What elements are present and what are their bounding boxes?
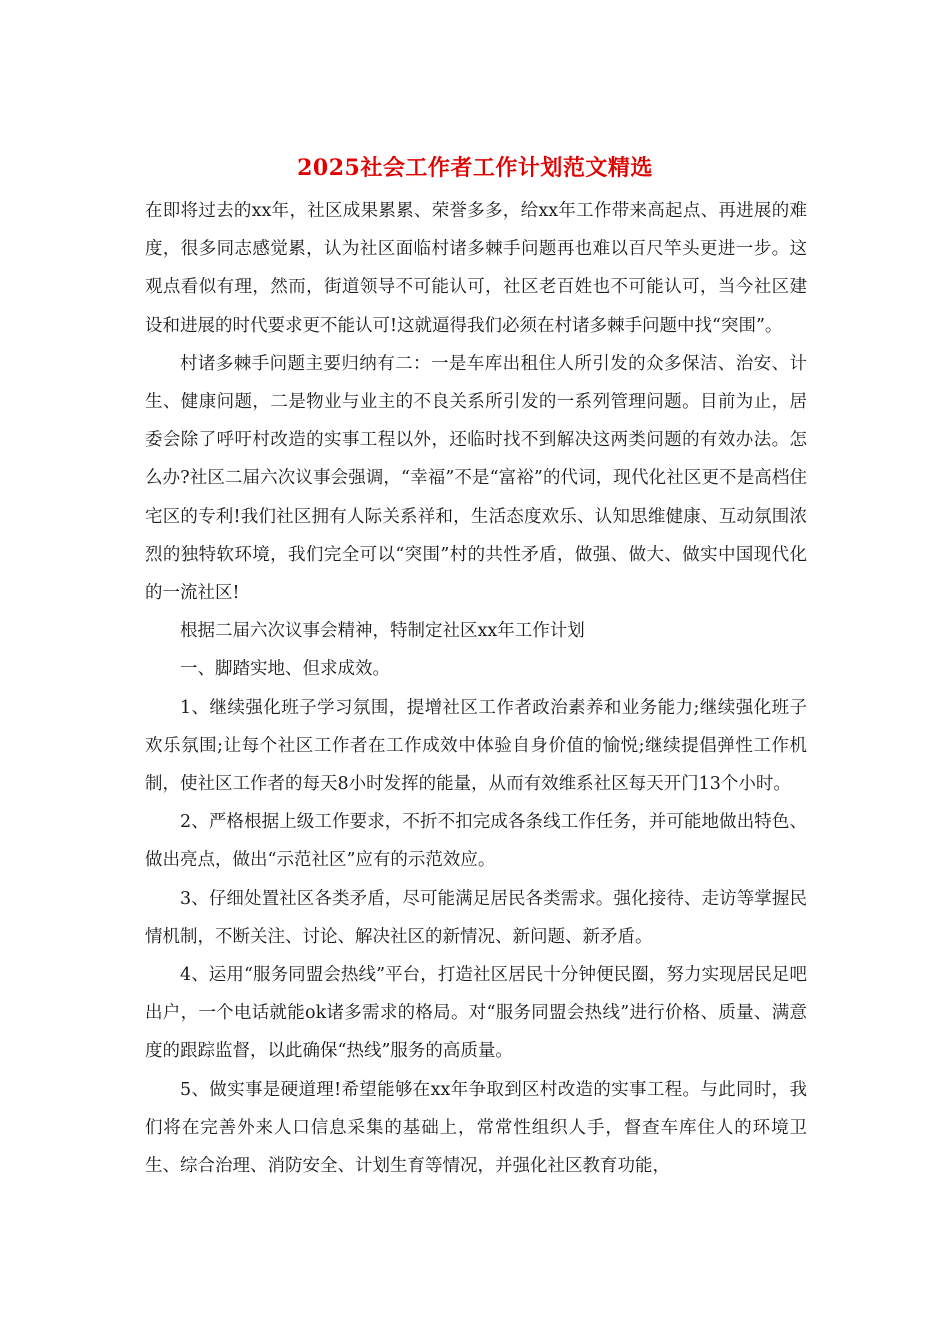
section-heading-1: 一、脚踏实地、但求成效。 xyxy=(180,659,390,680)
paragraph-item-4: 4、运用“服务同盟会热线”平台，打造社区居民十分钟便民圈，努力实现居民足吧出户，一个电话就能ok诸多需求的格局。对“服务同盟会热线”进行价格、质量、满意度的跟踪监督，以此确保“热线”服务的高质量。 xyxy=(145,965,807,1062)
paragraph-item-1: 1、继续强化班子学习氛围，提增社区工作者政治素养和业务能力;继续强化班子欢乐氛围;让每个社区工作者在工作成效中体验自身价值的愉悦;继续提倡弹性工作机制，使社区工作者的每天8小时发挥的能量，从而有效维系社区每天开门13个小时。 xyxy=(145,697,807,795)
paragraph-problems: 村诸多棘手问题主要归纳有二：一是车库出租住人所引发的众多保洁、治安、计生、健康问题，二是物业与业主的不良关系所引发的一系列管理问题。目前为止，居委会除了呼吁村改造的实事工程以外，还临时找不到解决这两类问题的有效办法。怎么办?社区二届六次议事会强调，“幸福”不是“富裕”的代词，现代化社区更不是高档住宅区的专利!我们社区拥有人际关系祥和，生活态度欢乐、认知思维健康、互动氛围浓烈的独特软环境，我们完全可以“突围”村的共性矛盾，做强、做大、做实中国现代化的一流社区! xyxy=(145,353,807,604)
paragraph-item-5: 5、做实事是硬道理!希望能够在xx年争取到区村改造的实事工程。与此同时，我们将在完善外来人口信息采集的基础上，常常性组织人手，督查车库住人的环境卫生、综合治理、消防安全、计划生育等情况，并强化社区教育功能， xyxy=(145,1079,807,1177)
document-title: 2025社会工作者工作计划范文精选 xyxy=(297,155,653,181)
paragraph-plan-intro: 根据二届六次议事会精神，特制定社区xx年工作计划 xyxy=(180,621,585,642)
paragraph-intro: 在即将过去的xx年，社区成果累累、荣誉多多，给xx年工作带来高起点、再进展的难度，很多同志感觉累，认为社区面临村诸多棘手问题再也难以百尺竿头更进一步。这观点看似有理，然而，街道领导不可能认可，社区老百姓也不可能认可，当今社区建设和进展的时代要求更不能认可!这就逼得我们必须在村诸多棘手问题中找“突围”。 xyxy=(145,201,807,336)
document-body xyxy=(145,192,807,1185)
paragraph-item-2: 2、严格根据上级工作要求，不折不扣完成各条线工作任务，并可能地做出特色、做出亮点，做出“示范社区”应有的示范效应。 xyxy=(145,812,807,871)
paragraph-item-3: 3、仔细处置社区各类矛盾，尽可能满足居民各类需求。强化接待、走访等掌握民情机制，不断关注、讨论、解决社区的新情况、新问题、新矛盾。 xyxy=(145,888,807,947)
